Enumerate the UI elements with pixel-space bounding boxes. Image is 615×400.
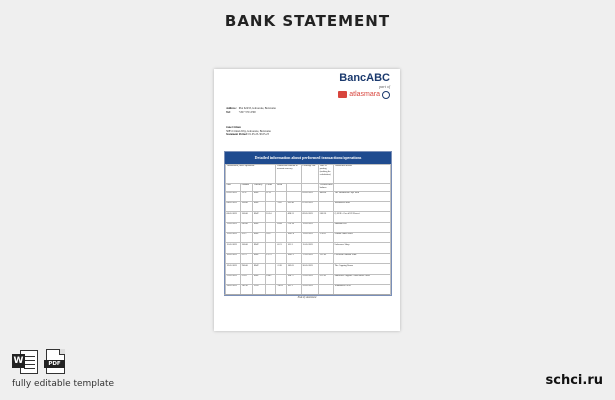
- cell-debit: -8.21: [276, 243, 287, 253]
- cell-date: 22.05.2023: [226, 274, 241, 284]
- address-label: Address:: [226, 107, 237, 110]
- cell-credit: 14.02: [265, 274, 276, 284]
- table-row: [226, 253, 391, 263]
- cell-posting: 03.05.2023: [301, 191, 318, 201]
- cell-rate: 1061.2: [287, 253, 302, 263]
- cell-debit: -1.05: [276, 201, 287, 211]
- cell-rate: [287, 191, 302, 201]
- cell-credit: 15.79: [265, 253, 276, 263]
- format-icons: [12, 349, 65, 373]
- period-label: Statement Period:: [226, 133, 248, 137]
- cell-date: 02.05.2023: [226, 191, 241, 201]
- end-divider: [224, 294, 390, 295]
- cell-amount: 120.00: [240, 212, 252, 222]
- cell-date: 04.05.2023: [226, 201, 241, 211]
- cell-rate: 216.18: [287, 222, 302, 232]
- bank-logo: [338, 72, 390, 99]
- cell-currency: BWP: [253, 264, 265, 274]
- cell-posting: 09.05.2023: [301, 212, 318, 222]
- cell-details: Adidas Outlet Store: [334, 233, 391, 243]
- cell-date: 16.05.2023: [226, 253, 241, 263]
- table-row: [226, 201, 391, 211]
- cell-posting: 22.05.2023: [301, 274, 318, 284]
- statement-document: [214, 69, 400, 331]
- table-row: [226, 222, 391, 232]
- cell-debit: [276, 253, 287, 263]
- cell-date: 19.05.2023: [226, 264, 241, 274]
- cell-rate: 101.1: [287, 284, 302, 294]
- cell-credit: 16.54: [265, 212, 276, 222]
- cell-amount: 22.03: [240, 274, 252, 284]
- client-info: [226, 126, 271, 137]
- cell-currency: BWP: [253, 222, 265, 232]
- cell-amount: 120.00: [240, 243, 252, 253]
- tel-label: Tel:: [226, 110, 231, 114]
- cell-currency: BWP: [253, 253, 265, 263]
- cell-balance: [319, 222, 334, 232]
- cell-posting: 15.05.2023: [301, 243, 318, 253]
- cell-balance: [319, 243, 334, 253]
- address-value: Plot 62433, Gaborone, Botswana: [238, 107, 276, 110]
- header-amount-account-currency: Transaction amount in account currency: [276, 165, 302, 184]
- cell-posting: 12.05.2023: [301, 222, 318, 232]
- cell-balance: [319, 264, 334, 274]
- site-name: schci.ru: [545, 373, 603, 388]
- table-row: [226, 191, 391, 201]
- header-account-balance: Account final balance: [319, 183, 334, 191]
- bank-address: [226, 107, 276, 114]
- logo-part-of: part of: [379, 84, 390, 89]
- cell-debit: -10.69: [276, 284, 287, 294]
- client-name: Jane Citizen: [226, 126, 241, 129]
- cell-amount: 245.00: [240, 222, 252, 232]
- cell-rate: 104.77: [287, 274, 302, 284]
- col-debit: Debit: [276, 183, 287, 191]
- col-date: Date: [226, 183, 241, 191]
- table-row: [226, 274, 391, 284]
- client-address: 5085 Citizen Way, Gaborone, Botswana: [226, 129, 271, 133]
- table-title: Detailed information about performed transactions/operations: [225, 152, 391, 164]
- cell-currency: BWP: [253, 212, 265, 222]
- cell-date: 11.05.2023: [226, 222, 241, 232]
- cell-currency: BWP: [253, 191, 265, 201]
- header-exchange-rate: Exchange rate: [301, 165, 318, 184]
- cell-currency: USD: [253, 284, 265, 294]
- cell-currency: BWP: [253, 233, 265, 243]
- logo-group: atlasmara: [349, 91, 380, 98]
- cell-posting: 29.05.2023: [301, 284, 318, 294]
- transactions-table: [224, 151, 392, 296]
- cell-amount: 780.00: [240, 264, 252, 274]
- table-row: [226, 243, 391, 253]
- cell-details: Chesslon Outdoor Wine: [334, 253, 391, 263]
- flag-icon: [338, 91, 347, 98]
- cell-amount: 11.31: [240, 191, 252, 201]
- table-row: [226, 264, 391, 274]
- cell-posting: 13.05.2023: [301, 233, 318, 243]
- cell-balance: 221.49: [319, 253, 334, 263]
- table-row: [226, 212, 391, 222]
- header-details: Transaction details: [334, 165, 391, 184]
- cell-balance: [319, 201, 334, 211]
- cell-balance: 611.82: [319, 274, 334, 284]
- cell-credit: 11.31: [265, 191, 276, 201]
- cell-date: 28.05.2023: [226, 284, 241, 294]
- cell-details: The Pharmacist Cape Beat: [334, 191, 391, 201]
- tel-value: +267 370 4700: [238, 110, 256, 114]
- pdf-icon-label: PDF: [44, 360, 65, 368]
- page-title: BANK STATEMENT: [224, 12, 391, 30]
- cell-credit: [265, 201, 276, 211]
- cell-credit: [265, 243, 276, 253]
- cell-balance: 374.61: [319, 233, 334, 243]
- cell-amount: 22.79: [240, 253, 252, 263]
- word-doc-icon: [12, 349, 38, 373]
- cell-amount: 35.11: [240, 233, 252, 243]
- cell-debit: -8.04: [276, 222, 287, 232]
- col-credit: Credit: [265, 183, 276, 191]
- period-value: 01.05.23-30.05.23: [248, 133, 269, 137]
- cell-credit: [265, 264, 276, 274]
- col-amount: Amount: [240, 183, 252, 191]
- cell-balance: 400.00: [319, 191, 334, 201]
- cell-debit: [276, 191, 287, 201]
- cell-rate: 183.65: [287, 264, 302, 274]
- header-date-of-posting: Date of posting (making the calculation): [319, 165, 334, 184]
- table-row: [226, 233, 391, 243]
- cell-posting: 07.05.2023: [301, 201, 318, 211]
- cell-details: Lohrenzer Shop: [334, 243, 391, 253]
- word-icon-label: W: [13, 356, 24, 366]
- header-transactions: Transactions, other operations: [226, 165, 276, 184]
- cell-debit: [276, 212, 287, 222]
- template-caption: fully editable template: [12, 379, 115, 389]
- cell-date: 15.05.2023: [226, 243, 241, 253]
- cell-details: Sunflower Organic Convenience Store: [334, 274, 391, 284]
- cell-details: Woolafrica Store: [334, 201, 391, 211]
- cell-debit: [276, 274, 287, 284]
- cell-credit: [265, 222, 276, 232]
- cell-posting: 20.05.2023: [301, 264, 318, 274]
- cell-date: 08.05.2023: [226, 212, 241, 222]
- cell-debit: -2.28: [276, 264, 287, 274]
- cell-date: 13.05.2023: [226, 233, 241, 243]
- col-currency: Currency: [253, 183, 265, 191]
- cell-details: Withdrawal ATM: [334, 284, 391, 294]
- pdf-icon: [44, 349, 65, 373]
- cell-rate: 161.3: [287, 243, 302, 253]
- cell-details: The Cupping Room: [334, 264, 391, 274]
- cell-currency: BWP: [253, 243, 265, 253]
- cell-balance: 568.26: [319, 212, 334, 222]
- cell-debit: [276, 233, 287, 243]
- logo-brand: BancABC: [339, 72, 390, 84]
- cell-amount: 110.50: [240, 284, 252, 294]
- cell-details: Q LUB - Greek UE Pizzeri: [334, 212, 391, 222]
- cell-rate: 498.21: [287, 212, 302, 222]
- cell-posting: 17.05.2023: [301, 253, 318, 263]
- cell-amount: 150.00: [240, 201, 252, 211]
- end-note: End of statement: [297, 296, 317, 299]
- cell-currency: BWP: [253, 274, 265, 284]
- cell-currency: BWP: [253, 201, 265, 211]
- ring-icon: [382, 91, 390, 99]
- cell-credit: 29.17: [265, 233, 276, 243]
- cell-rate: 1061.4: [287, 233, 302, 243]
- cell-rate: 202.46: [287, 201, 302, 211]
- cell-details: Shannon Ltd: [334, 222, 391, 232]
